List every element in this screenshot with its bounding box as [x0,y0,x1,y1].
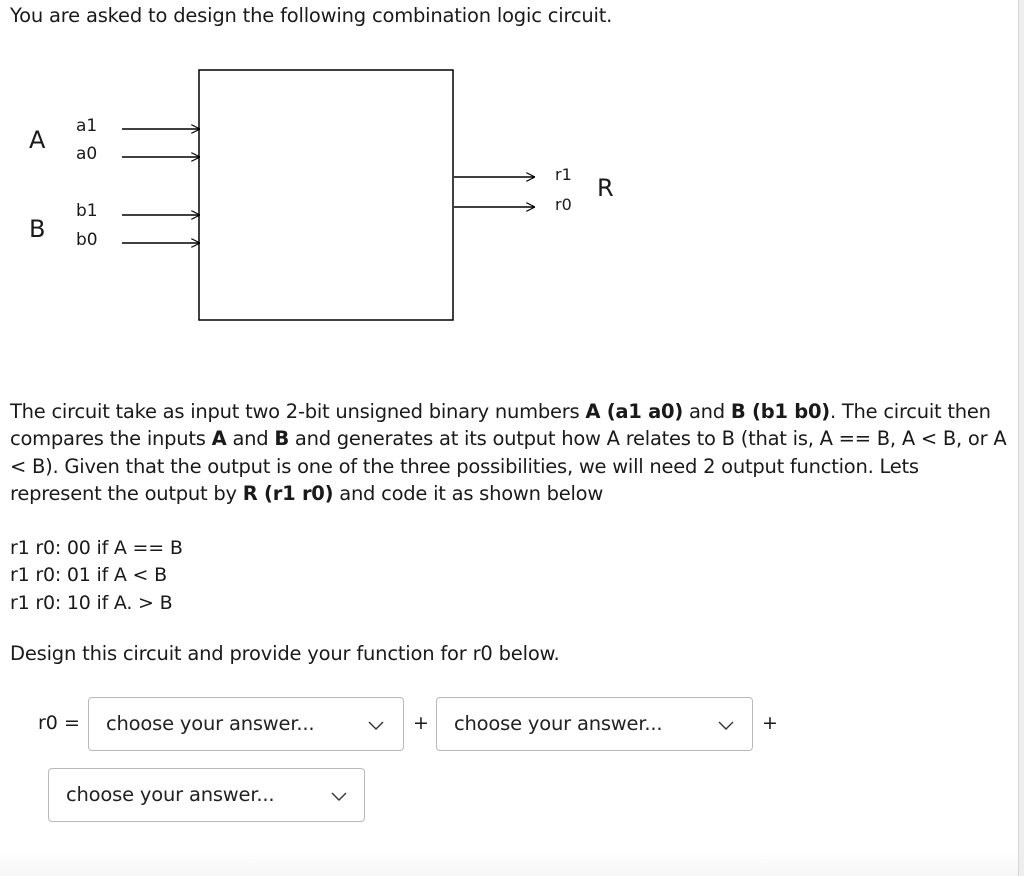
answer-dropdown-3-placeholder: choose your answer... [66,783,275,806]
code-line-greater: r1 r0: 10 if A. > B [10,591,173,614]
circuit-diagram-svg [0,60,700,335]
chevron-down-icon [331,788,347,804]
page-bottom-fade [0,850,1018,876]
plus-sign-2: + [762,712,778,734]
description-b-word: B [274,427,289,451]
chevron-down-icon [368,717,384,733]
answer-dropdown-2[interactable] [436,697,753,751]
input-a1-label: a1 [76,116,98,136]
description-text-3: and generates at its output how A relates to B (that is, A == B, A < B, or A < B). Given that the output is one of the three possibilities, we will need 2 output function. Lets represent the output by [10,427,1007,505]
output-r1-label: r1 [555,165,572,184]
answer-dropdown-2-placeholder: choose your answer... [454,712,663,735]
plus-sign-1: + [413,712,429,734]
answer-dropdown-1[interactable] [88,697,404,751]
description-a-term: A (a1 a0) [585,400,684,423]
output-r-label: R [597,174,614,202]
input-b-label: B [29,215,46,243]
answer-dropdown-1-placeholder: choose your answer... [106,712,315,735]
output-code-table [10,535,183,617]
code-line-equal: r1 r0: 00 if A == B [10,537,183,559]
description-b-term: B (b1 b0) [730,400,830,423]
problem-description [10,398,1010,507]
code-line-less: r1 r0: 01 if A < B [10,564,167,587]
chevron-down-icon [718,717,734,733]
output-r0-label: r0 [555,195,572,214]
input-a0-label: a0 [76,144,98,164]
answer-dropdown-3[interactable] [48,768,365,822]
description-a-word: A [211,427,227,451]
input-b1-label: b1 [76,201,98,221]
description-text-1: The circuit take as input two 2-bit unsigned binary numbers [10,400,580,423]
description-and-2: and [232,427,269,451]
page-right-edge [1018,0,1024,876]
logic-block [199,70,453,320]
description-text-2: . The circuit then compares the inputs [10,400,991,451]
input-a-label: A [29,126,46,154]
description-and-1: and [688,400,725,423]
description-r-term: R (r1 r0) [242,481,334,505]
description-text-4: and code it as shown below [339,481,604,505]
r0-equals-label: r0 = [38,712,80,734]
question-title: You are asked to design the following combination logic circuit. [10,4,613,27]
circuit-diagram [0,60,700,335]
input-b0-label: b0 [76,230,98,250]
answer-instruction: Design this circuit and provide your function for r0 below. [10,642,560,665]
